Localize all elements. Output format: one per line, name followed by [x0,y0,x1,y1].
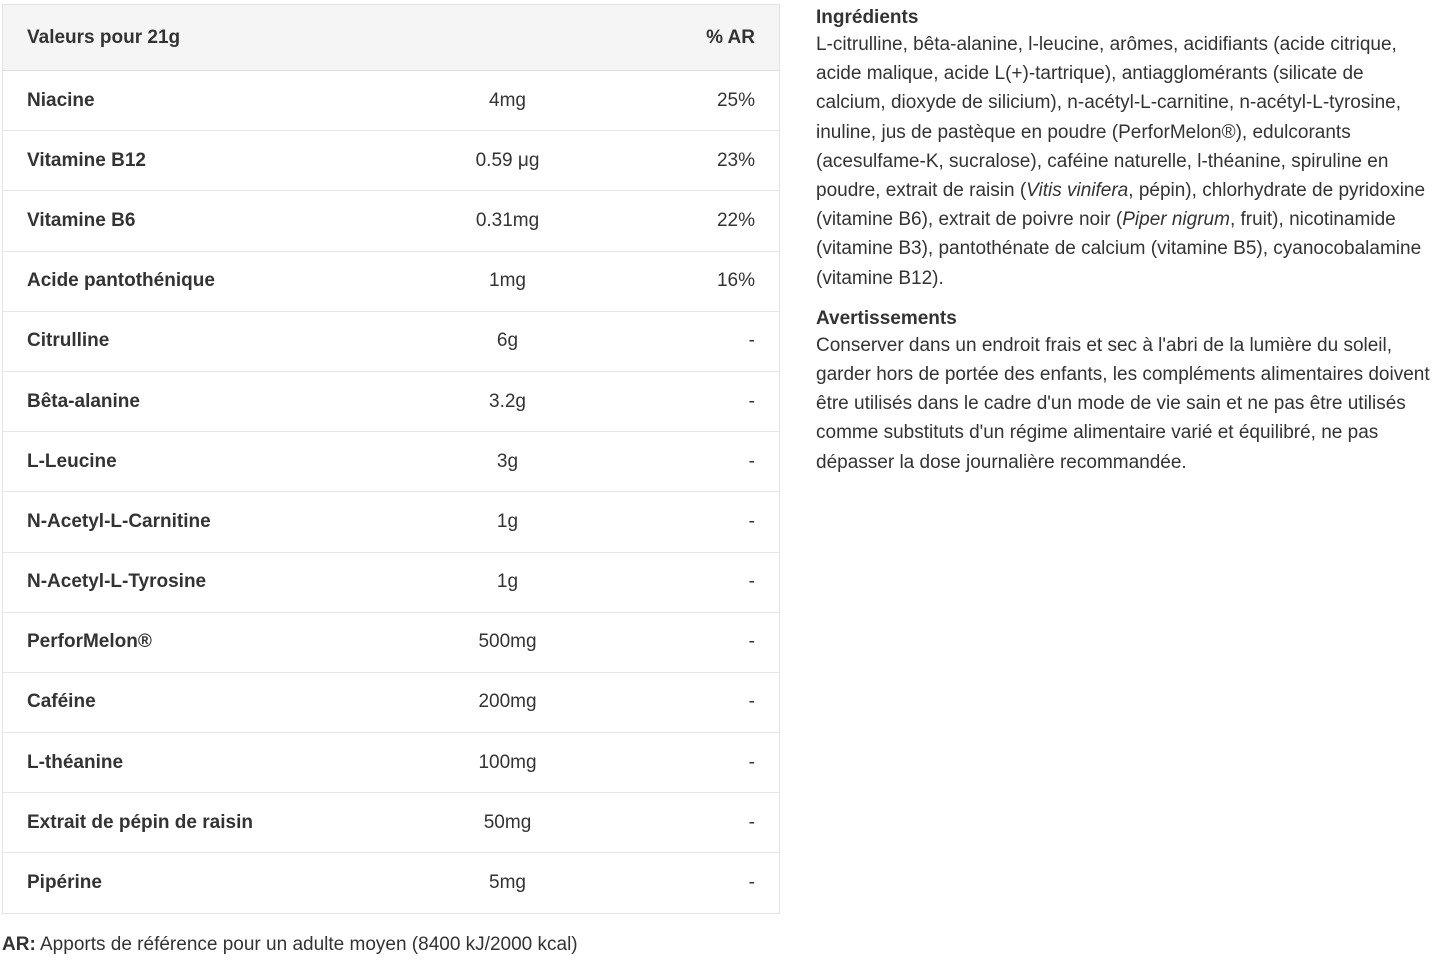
nutrient-name: Bêta-alanine [3,371,403,431]
table-row [3,191,780,251]
nutrient-amount: 0.59 μg [403,131,613,191]
product-info-column [816,6,1432,477]
nutrient-ar: - [613,311,780,371]
ingredient-text-part: , fruit), nicotinamide (vitamine B3), pantothénate de calcium (vitamine B5), cyanocobalamine (vitamine B12). [816,209,1422,289]
warnings-section [816,307,1432,477]
nutrient-name: Niacine [3,71,403,131]
table-row [3,432,780,492]
nutrient-name: Vitamine B12 [3,131,403,191]
ingredient-text-part: , pépin), chlorhydrate de pyridoxine (vitamine B6), extrait de poivre noir ( [816,180,1426,231]
nutrient-amount: 3g [403,432,613,492]
table-row [3,733,780,793]
table-row [3,251,780,311]
nutrient-ar: 16% [613,251,780,311]
table-row [3,612,780,672]
table-row [3,371,780,431]
nutrient-name: N-Acetyl-L-Carnitine [3,492,403,552]
nutrient-amount: 1g [403,552,613,612]
nutrient-name: Pipérine [3,853,403,913]
nutrient-name: Vitamine B6 [3,191,403,251]
nutrient-ar: - [613,492,780,552]
nutrient-ar: - [613,733,780,793]
table-row [3,853,780,913]
nutrient-amount: 0.31mg [403,191,613,251]
nutrient-ar: - [613,371,780,431]
nutrition-table-container [2,4,780,914]
nutrient-ar: - [613,672,780,732]
nutrient-ar: 25% [613,71,780,131]
table-row [3,793,780,853]
table-row [3,311,780,371]
nutrition-table-body [3,71,780,914]
table-row [3,131,780,191]
warnings-title: Avertissements [816,307,957,329]
nutrient-ar: - [613,552,780,612]
nutrient-name: Citrulline [3,311,403,371]
nutrient-name: Caféine [3,672,403,732]
footnote-text: Apports de référence pour un adulte moyen (8400 kJ/2000 kcal) [35,934,578,955]
nutrient-ar: 23% [613,131,780,191]
nutrient-ar: - [613,793,780,853]
nutrient-ar: - [613,612,780,672]
table-row [3,552,780,612]
ingredients-title: Ingrédients [816,7,919,28]
ar-footnote [2,934,578,956]
ingredients-section [816,6,1432,293]
nutrient-amount: 50mg [403,793,613,853]
nutrient-ar: - [613,853,780,913]
table-row [3,672,780,732]
nutrient-ar: 22% [613,191,780,251]
nutrient-amount: 100mg [403,733,613,793]
nutrient-name: N-Acetyl-L-Tyrosine [3,552,403,612]
nutrient-amount: 6g [403,311,613,371]
nutrient-name: L-théanine [3,733,403,793]
nutrient-name: PerforMelon® [3,612,403,672]
ingredient-latin-name: Vitis vinifera [1026,180,1129,202]
nutrient-amount: 1mg [403,251,613,311]
nutrient-amount: 5mg [403,853,613,913]
nutrient-name: Acide pantothénique [3,251,403,311]
table-row [3,492,780,552]
nutrient-amount: 3.2g [403,371,613,431]
nutrition-table-header [3,5,780,71]
nutrient-name: Extrait de pépin de raisin [3,793,403,853]
nutrient-amount: 1g [403,492,613,552]
table-row [3,71,780,131]
ingredients-text [816,30,1432,293]
nutrient-amount: 200mg [403,672,613,732]
table-header-row [3,5,780,71]
warnings-text: Conserver dans un endroit frais et sec à l'abri de la lumière du soleil, garder hors de portée des enfants, les compléments alimentaires doivent être utilisés dans le cadre d'un mode de vie sain et ne pas être utilisés comme substituts d'un régime alimentaire varié et équilibré, ne pas dépasser la dose journalière recommandée. [816,334,1430,473]
nutrient-amount: 4mg [403,71,613,131]
footnote-label: AR: [2,934,36,955]
header-amount-spacer [403,5,613,71]
nutrition-table [2,4,780,914]
header-ar-label: % AR [613,5,780,71]
nutrient-amount: 500mg [403,612,613,672]
ingredient-latin-name: Piper nigrum [1122,209,1230,231]
nutrient-name: L-Leucine [3,432,403,492]
header-values-label: Valeurs pour 21g [3,5,403,71]
ingredient-text-part: L-citrulline, bêta-alanine, l-leucine, arômes, acidifiants (acide citrique, acide malique, acide L(+)-tartrique), antiagglomérants (silicate de calcium, dioxyde de silicium), n-acétyl-L-carnitine, n-acétyl-L-tyrosine, inuline, jus de pastèque en poudre (PerforMelon®), edulcorants (acesulfame-K, sucralose), caféine naturelle, l-théanine, spiruline en poudre, extrait de raisin ( [816,34,1401,202]
nutrient-ar: - [613,432,780,492]
